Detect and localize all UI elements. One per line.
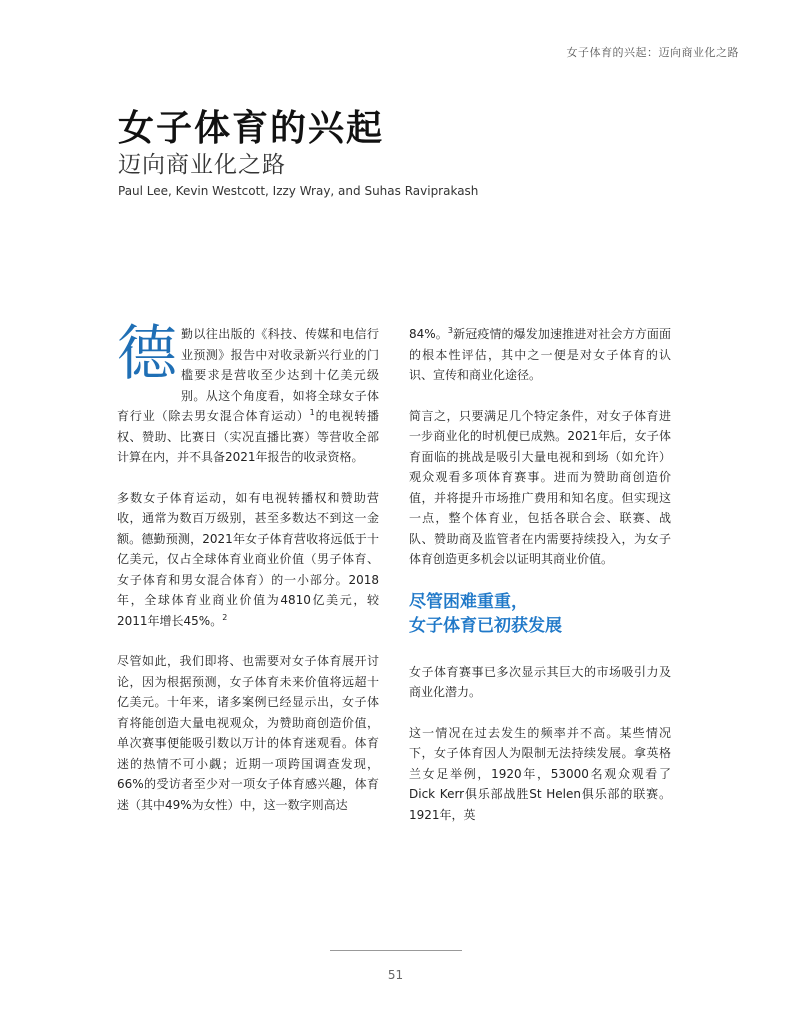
paragraph-text: 简言之，只要满足几个特定条件，对女子体育进一步商业化的时机便已成熟。2021年后，女子体育面临的挑战是吸引大量电视和到场（如允许）观众观看多项体育赛事。进而为赞助商创造价值，并将提升市场推广费用和知名度。但实现这一点，整个体育业，包括各联合会、联赛、战队、赞助商及监管者在内需要持续投入，为女子体育创造更多机会以证明其商业价值。	[409, 408, 671, 566]
page-subtitle: 迈向商业化之路	[118, 152, 286, 178]
footnote-ref: 1	[309, 408, 315, 417]
section-heading-line: 女子体育已初获发展	[409, 615, 562, 636]
page-title: 女子体育的兴起	[118, 108, 385, 149]
paragraph	[409, 662, 671, 703]
section-heading	[409, 590, 671, 638]
paragraph	[117, 651, 379, 815]
running-header: 女子体育的兴起：迈向商业化之路	[566, 46, 739, 59]
footnote-ref: 2	[222, 612, 228, 622]
paragraph-text: 多数女子体育运动，如有电视转播权和赞助营收，通常为数百万级别，甚至多数达不到这一金额。德勤预测，2021年女子体育营收将远低于十亿美元，仅占全球体育业商业价值（男子体育、女子体育和男女混合体育）的一小部分。2018年，全球体育业商业价值为4810亿美元，较2011年增长45%。	[117, 490, 379, 628]
paragraph	[409, 324, 671, 386]
right-column	[409, 324, 671, 845]
paragraph-text: 84%。	[409, 327, 448, 341]
paragraph-text: 女子体育赛事已多次显示其巨大的市场吸引力及商业化潜力。	[409, 664, 671, 699]
paragraph-text: 的电视转播权、赞助、比赛日（实况直播比赛）等营收全部计算在内，并不具备2021年报告的收录资格。	[117, 409, 379, 464]
paragraph-text: 新冠疫情的爆发加速推进对社会方方面面的根本性评估，其中之一便是对女子体育的认识、宣传和商业化途径。	[409, 327, 671, 382]
drop-cap: 德	[117, 319, 177, 389]
footnote-ref: 3	[447, 326, 453, 335]
paragraph	[409, 406, 671, 570]
paragraph	[117, 488, 379, 632]
paragraph	[409, 723, 671, 826]
paragraph-text: 这一情况在过去发生的频率并不高。某些情况下，女子体育因人为限制无法持续发展。拿英格兰女足举例，1920年，53000名观众观看了Dick Kerr俱乐部战胜St Helen俱乐部的联赛。1921年，英	[409, 725, 671, 822]
section-heading-line: 尽管困难重重，	[409, 591, 528, 612]
page-number: 51	[387, 968, 404, 982]
footer-divider	[330, 950, 462, 951]
paragraph-text: 尽管如此，我们即将、也需要对女子体育展开讨论，因为根据预测，女子体育未来价值将远超十亿美元。十年来，诸多案例已经显示出，女子体育将能创造大量电视观众，为赞助商创造价值，单次赛事便能吸引数以万计的体育迷观看。体育迷的热情不可小觑；近期一项跨国调查发现，66%的受访者至少对一项女子体育感兴趣，体育迷（其中49%为女性）中，这一数字则高达	[117, 654, 379, 812]
left-column	[117, 319, 379, 835]
paragraph-text: 勤以往出版的《科技、传媒和电信行业预测》报告中对收录新兴行业的门槛要求是营收至少达到十亿美元级别。从这个角度看，如将全球女子体育行业（除去男女混合体育运动）	[117, 327, 379, 423]
paragraph	[117, 319, 379, 468]
author-list: Paul Lee, Kevin Westcott, Izzy Wray, and Suhas Raviprakash	[118, 184, 479, 198]
